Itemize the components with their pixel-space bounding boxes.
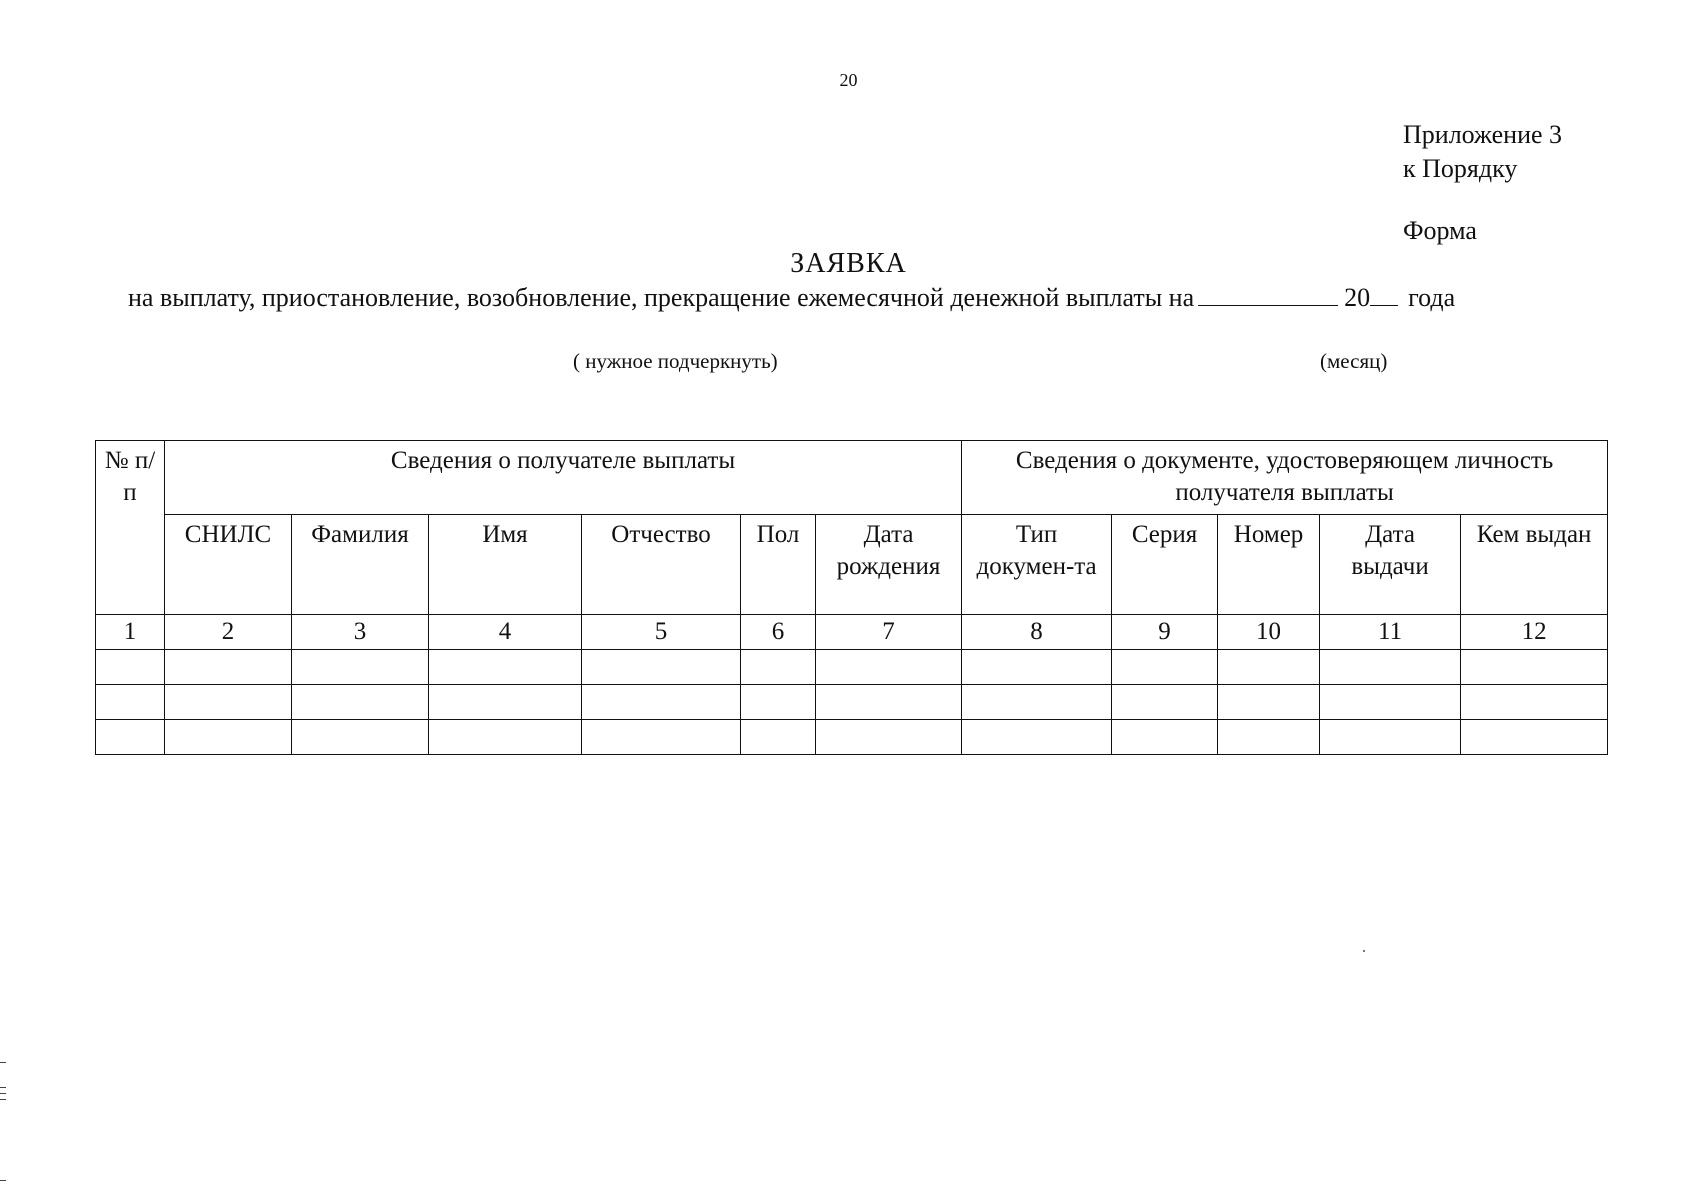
appendix-line-1: Приложение 3 — [1403, 120, 1563, 149]
recipients-table — [95, 440, 1608, 755]
header-number: Номер — [1218, 515, 1320, 615]
column-number: 7 — [816, 615, 962, 650]
table-cell[interactable] — [165, 685, 292, 720]
table-cell[interactable] — [741, 650, 816, 685]
header-recipient-info: Сведения о получателе выплаты — [165, 441, 962, 515]
table-header-group-row — [96, 441, 1608, 515]
table-cell[interactable] — [96, 720, 165, 755]
table-cell[interactable] — [1112, 650, 1218, 685]
table-cell[interactable] — [165, 650, 292, 685]
table-cell[interactable] — [1461, 650, 1608, 685]
margin-mark — [0, 1062, 6, 1063]
table-cell[interactable] — [582, 650, 741, 685]
table-cell[interactable] — [429, 650, 582, 685]
table-cell[interactable] — [292, 685, 429, 720]
header-snils: СНИЛС — [165, 515, 292, 615]
table-cell[interactable] — [1320, 720, 1461, 755]
margin-mark — [0, 1099, 6, 1100]
column-number: 12 — [1461, 615, 1608, 650]
table-row — [96, 650, 1608, 685]
year-blank-line — [1370, 285, 1398, 306]
table-cell[interactable] — [1112, 685, 1218, 720]
table-cell[interactable] — [165, 720, 292, 755]
table-cell[interactable] — [1218, 650, 1320, 685]
header-patronymic: Отчество — [582, 515, 741, 615]
table-header-columns-row — [96, 515, 1608, 615]
table-cell[interactable] — [741, 685, 816, 720]
column-number: 11 — [1320, 615, 1461, 650]
table-cell[interactable] — [292, 720, 429, 755]
table-row — [96, 685, 1608, 720]
header-issue-date: Дата выдачи — [1320, 515, 1461, 615]
table-cell[interactable] — [429, 720, 582, 755]
table-cell[interactable] — [1461, 720, 1608, 755]
header-document-type: Тип докумен-та — [962, 515, 1112, 615]
month-blank-line — [1198, 285, 1338, 306]
table-cell[interactable] — [1218, 685, 1320, 720]
table-row — [96, 720, 1608, 755]
column-numbers-row — [96, 615, 1608, 650]
column-number: 8 — [962, 615, 1112, 650]
header-sex: Пол — [741, 515, 816, 615]
table-cell[interactable] — [816, 685, 962, 720]
column-number: 10 — [1218, 615, 1320, 650]
table-cell[interactable] — [429, 685, 582, 720]
table-cell[interactable] — [816, 720, 962, 755]
header-series: Серия — [1112, 515, 1218, 615]
column-number: 4 — [429, 615, 582, 650]
column-number: 2 — [165, 615, 292, 650]
column-number: 3 — [292, 615, 429, 650]
header-first-name: Имя — [429, 515, 582, 615]
header-surname: Фамилия — [292, 515, 429, 615]
hint-month: (месяц) — [1320, 349, 1388, 373]
table-cell[interactable] — [292, 650, 429, 685]
table-cell[interactable] — [1112, 720, 1218, 755]
table-cell[interactable] — [962, 720, 1112, 755]
margin-mark — [0, 1093, 6, 1094]
header-issued-by: Кем выдан — [1461, 515, 1608, 615]
column-number: 9 — [1112, 615, 1218, 650]
scan-speck — [1363, 950, 1365, 952]
table-cell[interactable] — [582, 720, 741, 755]
empty-rows-group — [96, 650, 1608, 755]
table-cell[interactable] — [1320, 650, 1461, 685]
appendix-reference — [1403, 118, 1562, 186]
page-number: 20 — [839, 70, 858, 90]
margin-mark — [0, 1087, 6, 1088]
margin-mark — [0, 1180, 6, 1181]
table-cell[interactable] — [1320, 685, 1461, 720]
table-cell[interactable] — [962, 685, 1112, 720]
table-cell[interactable] — [1218, 720, 1320, 755]
header-row-number: № п/п — [96, 441, 165, 615]
table-cell[interactable] — [1461, 685, 1608, 720]
table-cell[interactable] — [741, 720, 816, 755]
subtitle-text: на выплату, приостановление, возобновление, прекращение ежемесячной денежной выплаты на — [128, 283, 1195, 312]
header-birth-date: Дата рождения — [816, 515, 962, 615]
year-prefix: 20 — [1344, 283, 1371, 312]
appendix-line-2: к Порядку — [1403, 154, 1518, 183]
hint-underline-needed: ( нужное подчеркнуть) — [573, 349, 778, 373]
column-number: 5 — [582, 615, 741, 650]
document-subtitle — [128, 283, 1455, 313]
table-cell[interactable] — [96, 650, 165, 685]
year-suffix: года — [1408, 283, 1456, 312]
form-label: Форма — [1403, 216, 1477, 245]
table-cell[interactable] — [816, 650, 962, 685]
column-number: 6 — [741, 615, 816, 650]
table-cell[interactable] — [582, 685, 741, 720]
table-cell[interactable] — [962, 650, 1112, 685]
column-number: 1 — [96, 615, 165, 650]
header-document-info: Сведения о документе, удостоверяющем личность получателя выплаты — [962, 441, 1608, 515]
table-cell[interactable] — [96, 685, 165, 720]
document-title: ЗАЯВКА — [790, 248, 907, 279]
